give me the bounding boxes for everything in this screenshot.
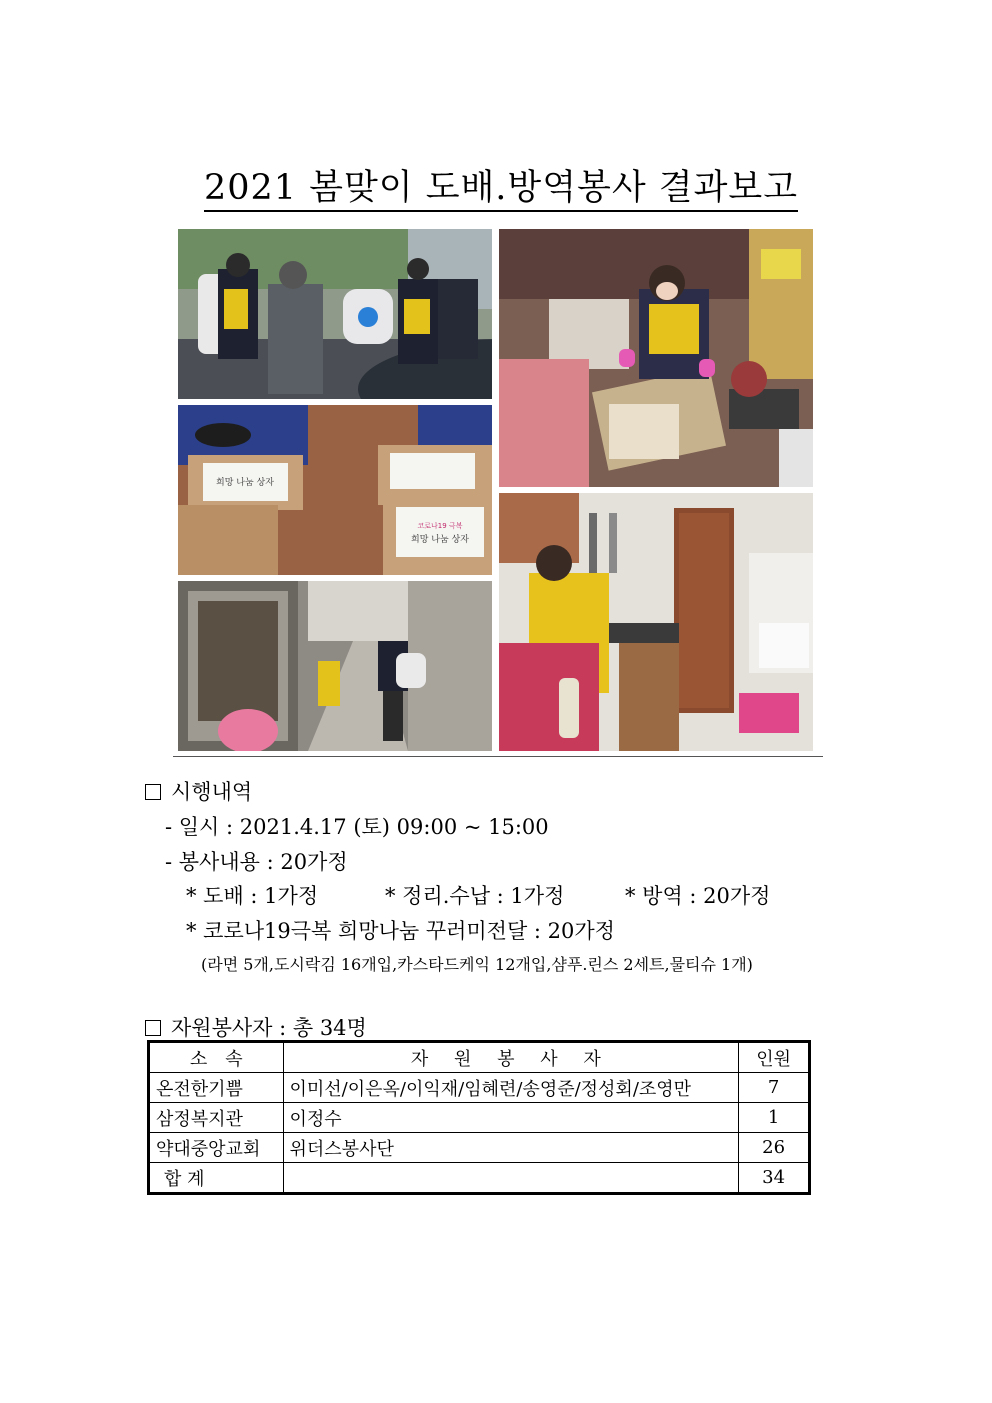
cell-count: 1	[739, 1103, 810, 1133]
implementation-content: - 봉사내용 : 20가정	[165, 850, 348, 874]
cell-count: 7	[739, 1073, 810, 1103]
cell-names: 위더스봉사단	[283, 1133, 739, 1163]
checkbox-square-icon	[145, 784, 161, 800]
column-header-volunteers: 자 원 봉 사 자	[283, 1042, 739, 1073]
box-label: 희망 나눔 상자	[411, 535, 469, 545]
cell-names: 이미선/이은옥/이익재/임혜련/송영준/정성회/조영만	[283, 1073, 739, 1103]
implementation-date: - 일시 : 2021.4.17 (토) 09:00 ~ 15:00	[165, 815, 549, 839]
cell-org: 삼정복지관	[149, 1103, 284, 1133]
table-header-row	[149, 1042, 810, 1073]
box-label: 코로나19 극복	[417, 522, 463, 530]
cell-org: 온전한기쁨	[149, 1073, 284, 1103]
table-total-row	[149, 1163, 810, 1194]
column-header-org: 소 속	[149, 1042, 284, 1073]
item-organize: * 정리.수납 : 1가정	[385, 884, 565, 908]
page-title: 2021 봄맞이 도배.방역봉사 결과보고	[0, 160, 992, 210]
photo-alley-disinfection	[178, 581, 492, 751]
table-row	[149, 1133, 810, 1163]
cell-org: 약대중앙교회	[149, 1133, 284, 1163]
section-implementation-heading: 시행내역	[145, 776, 252, 806]
photo-cleaning-room	[499, 229, 813, 487]
volunteer-table	[147, 1040, 811, 1195]
cell-total-count: 34	[739, 1163, 810, 1194]
photo-volunteers-spraying	[178, 229, 492, 399]
cell-names: 이정수	[283, 1103, 739, 1133]
column-header-count: 인원	[739, 1042, 810, 1073]
section-volunteers-heading: 자원봉사자 : 총 34명	[145, 1012, 367, 1042]
table-row	[149, 1103, 810, 1133]
item-wallpaper: * 도배 : 1가정	[186, 884, 319, 908]
cell-total-names	[283, 1163, 739, 1194]
photo-hope-boxes	[178, 405, 492, 575]
table-row	[149, 1073, 810, 1103]
hope-package-detail: (라면 5개,도시락김 16개입,카스타드케익 12개입,샴푸.린스 2세트,물티슈 1개)	[201, 955, 753, 974]
cell-count: 26	[739, 1133, 810, 1163]
checkbox-square-icon	[145, 1020, 161, 1036]
item-disinfection: * 방역 : 20가정	[625, 884, 771, 908]
photo-divider	[173, 756, 823, 757]
photo-kitchen-volunteer	[499, 493, 813, 751]
item-hope-package: * 코로나19극복 희망나눔 꾸러미전달 : 20가정	[186, 919, 615, 943]
box-label: 희망 나눔 상자	[216, 478, 274, 488]
cell-total-label: 합 계	[149, 1163, 284, 1194]
